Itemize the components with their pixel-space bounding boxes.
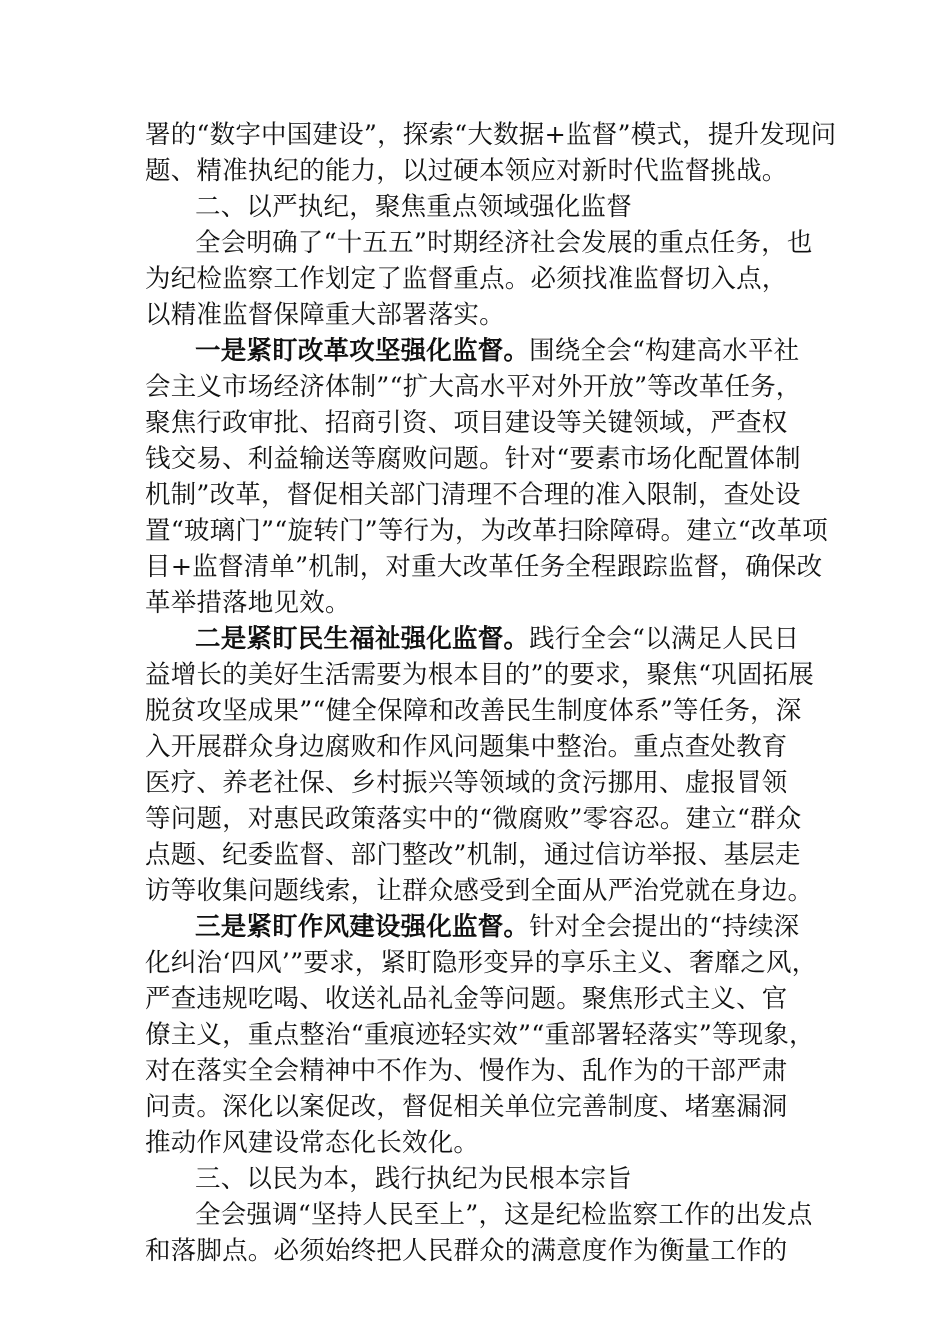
bold-lead-1: 一是紧盯改革攻坚强化监督。 — [195, 336, 530, 366]
body-text-line: 为纪检监察工作划定了监督重点。必须找准监督切入点， — [145, 264, 788, 294]
body-text-line: 全会明确了“十五五”时期经济社会发展的重点任务，也 — [195, 228, 813, 258]
section-heading-2: 二、以严执纪，聚焦重点领域强化监督 — [195, 192, 632, 222]
body-text-line: 僚主义，重点整治“重痕迹轻实效”“重部署轻落实”等现象， — [145, 1020, 815, 1050]
body-text-line: 置“玻璃门”“旋转门”等行为，为改革扫除障碍。建立“改革项 — [145, 516, 828, 546]
body-text-line: 聚焦行政审批、招商引资、项目建设等关键领域，严查权 — [145, 408, 788, 438]
body-text-line: 题、精准执纪的能力，以过硬本领应对新时代监督挑战。 — [145, 156, 788, 186]
body-text-line: 点题、纪委监督、部门整改”机制，通过信访举报、基层走 — [145, 840, 801, 870]
section-heading-3: 三、以民为本，践行执纪为民根本宗旨 — [195, 1164, 632, 1194]
body-text-line: 等问题，对惠民政策落实中的“微腐败”零容忍。建立“群众 — [145, 804, 802, 834]
body-text-line: 益增长的美好生活需要为根本目的”的要求，聚焦“巩固拓展 — [145, 660, 814, 690]
body-text-line: 革举措落地见效。 — [145, 588, 351, 618]
body-text-line: 对在落实全会精神中不作为、慢作为、乱作为的干部严肃 — [145, 1056, 788, 1086]
body-text-line: 访等收集问题线索，让群众感受到全面从严治党就在身边。 — [145, 876, 814, 906]
body-text-line: 署的“数字中国建设”，探索“大数据+监督”模式，提升发现问 — [145, 120, 837, 150]
paragraph-line — [195, 333, 799, 369]
body-text-line: 以精准监督保障重大部署落实。 — [145, 300, 505, 330]
body-text-line: 会主义市场经济体制”“扩大高水平对外开放”等改革任务， — [145, 372, 802, 402]
body-text-line: 推动作风建设常态化长效化。 — [145, 1128, 480, 1158]
body-text-line: 医疗、养老社保、乡村振兴等领域的贪污挪用、虚报冒领 — [145, 768, 788, 798]
body-text: 围绕全会“构建高水平社 — [529, 336, 800, 366]
body-text: 践行全会“以满足人民日 — [529, 624, 800, 654]
body-text-line: 机制”改革，督促相关部门清理不合理的准入限制，查处设 — [145, 480, 801, 510]
body-text-line: 入开展群众身边腐败和作风问题集中整治。重点查处教育 — [145, 732, 788, 762]
body-text-line: 钱交易、利益输送等腐败问题。针对“要素市场化配置体制 — [145, 444, 801, 474]
body-text-line: 问责。深化以案促改，督促相关单位完善制度、堵塞漏洞 — [145, 1092, 788, 1122]
body-text-line: 严查违规吃喝、收送礼品礼金等问题。聚焦形式主义、官 — [145, 984, 788, 1014]
body-text: 针对全会提出的“持续深 — [529, 912, 800, 942]
body-text-line: 目+监督清单”机制，对重大改革任务全程跟踪监督，确保改 — [145, 552, 823, 582]
paragraph-line — [195, 909, 799, 945]
body-text-line: 全会强调“坚持人民至上”，这是纪检监察工作的出发点 — [195, 1200, 813, 1230]
paragraph-line — [195, 621, 799, 657]
body-text-line: 化纠治‘四风’”要求，紧盯隐形变异的享乐主义、奢靡之风， — [145, 948, 818, 978]
body-text-line: 和落脚点。必须始终把人民群众的满意度作为衡量工作的 — [145, 1236, 788, 1266]
bold-lead-2: 二是紧盯民生福祉强化监督。 — [195, 624, 530, 654]
bold-lead-3: 三是紧盯作风建设强化监督。 — [195, 912, 530, 942]
body-text-line: 脱贫攻坚成果”“健全保障和改善民生制度体系”等任务，深 — [145, 696, 802, 726]
